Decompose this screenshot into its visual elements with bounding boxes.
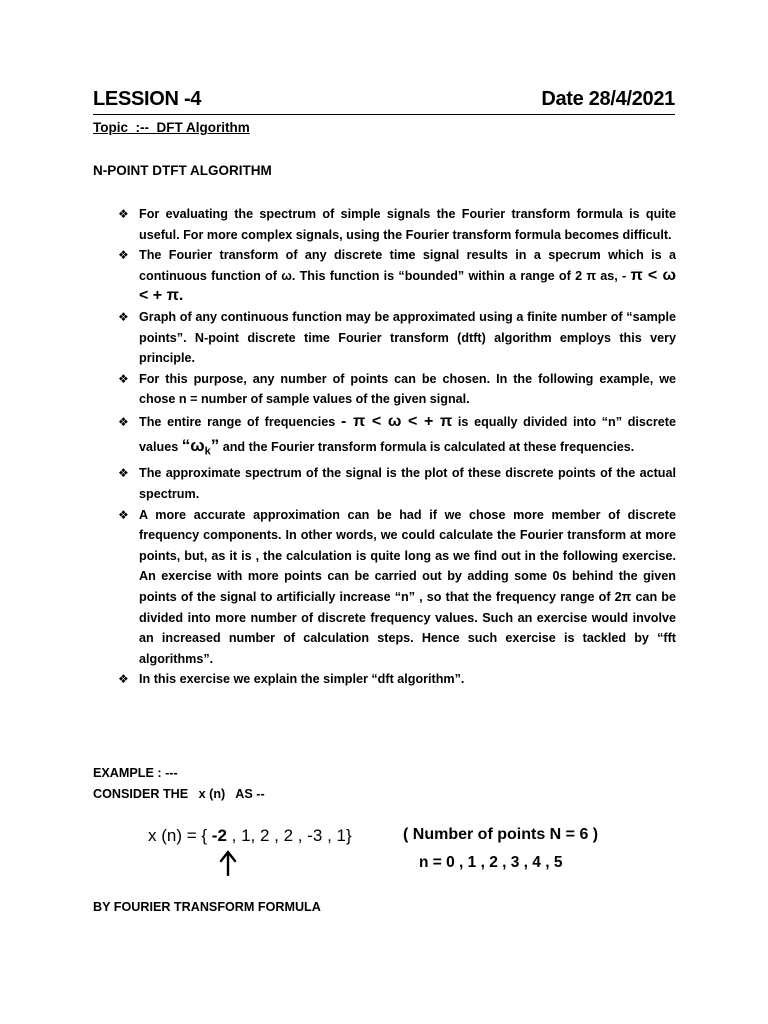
bullet-text: For evaluating the spectrum of simple signals the Fourier transform formula is quite useful. For more complex signals, using the Fourier transform formula becomes difficult.: [139, 207, 676, 242]
bullet-text: The Fourier transform of any discrete time signal results in a specrum which is a continuous function of ω. This function is “bounded” within a range of 2 π as, -: [139, 248, 676, 283]
bullet-text: and the Fourier transform formula is calculated at these frequencies.: [219, 439, 635, 454]
bullet-text: For this purpose, any number of points can be chosen. In the following example, we chose n = number of sample values of the given signal.: [139, 371, 676, 407]
list-item: [118, 245, 676, 307]
signal-equation: [148, 826, 352, 846]
diamond-bullet-icon: ❖: [118, 371, 129, 386]
bullet-list: [118, 204, 676, 690]
omega-k-subscript: k: [204, 445, 211, 458]
bullet-text: In this exercise we explain the simpler “dft algorithm”.: [139, 672, 465, 687]
omega-k-open: “ω: [181, 435, 205, 455]
bullet-text: The entire range of frequencies: [139, 414, 342, 429]
bullet-text: A more accurate approximation can be had if we chose more member of discrete frequency components. In other words, we could calculate the Fourier transform at more points, but, as it is , the calculation is quite long as we find out in the following exercise. An exercise with more points can be carried out by adding some 0s behind the given points of the signal to artificially increase “n” , so that the frequency range of 2π can be divided into more number of discrete frequency values. Such an exercise would involve an increased number of calculation steps. Hence such exercise is tackled by “fft algorithms”.: [139, 507, 676, 666]
equation-rest: , 1, 2 , 2 , -3 , 1}: [226, 826, 352, 845]
pi-range-text: - π < ω < + π: [341, 412, 453, 430]
fourier-formula-label: BY FOURIER TRANSFORM FORMULA: [93, 900, 321, 914]
list-item: [118, 463, 676, 504]
list-item: [118, 410, 676, 464]
lesson-title: LESSION -4: [93, 88, 202, 110]
list-item: [118, 505, 676, 670]
omega-k-close: ”: [210, 435, 220, 455]
diamond-bullet-icon: ❖: [118, 414, 129, 429]
number-of-points: ( Number of points N = 6 ): [403, 826, 599, 843]
bullet-text: The approximate spectrum of the signal is the plot of these discrete points of the actual spectrum.: [139, 466, 676, 502]
diamond-bullet-icon: ❖: [118, 672, 129, 687]
diamond-bullet-icon: ❖: [118, 507, 129, 522]
list-item: [118, 369, 676, 410]
section-heading: N-POINT DTFT ALGORITHM: [93, 163, 272, 178]
example-label: EXAMPLE : ---: [93, 766, 178, 780]
up-arrow-icon: [218, 850, 238, 876]
diamond-bullet-icon: ❖: [118, 207, 129, 221]
title-row: [93, 88, 675, 115]
index-values: n = 0 , 1 , 2 , 3 , 4 , 5: [419, 854, 563, 871]
list-item: [118, 307, 676, 369]
diamond-bullet-icon: ❖: [118, 309, 129, 324]
equation-origin-value: -2: [211, 826, 227, 845]
consider-line: CONSIDER THE x (n) AS --: [93, 787, 265, 801]
diamond-bullet-icon: ❖: [118, 466, 129, 481]
bullet-text: is equally divided into “n” discrete values: [139, 414, 677, 454]
diamond-bullet-icon: ❖: [118, 248, 129, 263]
bullet-text: Graph of any continuous function may be approximated using a finite number of “sample points”. N-point discrete time Fourier transform (dtft) algorithm employs this very principle.: [139, 309, 676, 366]
list-item: [118, 669, 676, 690]
topic-line: Topic :-- DFT Algorithm: [93, 120, 250, 135]
lesson-date: Date 28/4/2021: [541, 88, 675, 110]
pi-range-text: π < ω < + π.: [139, 266, 676, 305]
equation-lhs: x (n) = {: [148, 826, 212, 845]
list-item: [118, 204, 676, 245]
